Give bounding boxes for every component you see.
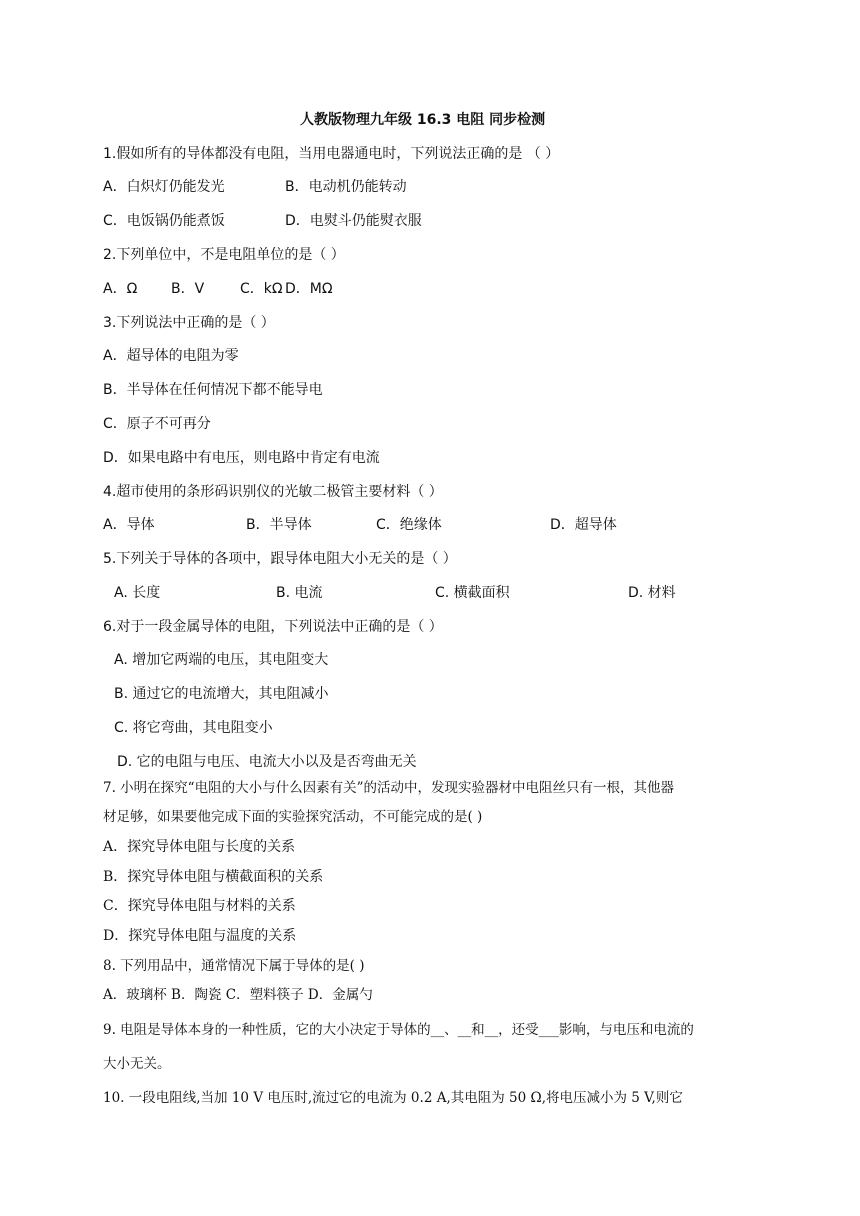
question-1-option-d: D．电熨斗仍能熨衣服 bbox=[285, 213, 422, 229]
question-4-option-a: A．导体 bbox=[103, 517, 155, 533]
question-5-stem: 5.下列关于导体的各项中，跟导体电阻大小无关的是（ ） bbox=[103, 551, 457, 567]
question-6-option-d: D. 它的电阻与电压、电流大小以及是否弯曲无关 bbox=[117, 754, 417, 770]
question-6-option-b: B. 通过它的电流增大，其电阻减小 bbox=[114, 686, 329, 702]
question-1-option-b: B．电动机仍能转动 bbox=[285, 179, 407, 195]
question-6-stem: 6.对于一段金属导体的电阻，下列说法中正确的是（ ） bbox=[103, 619, 443, 635]
question-4-option-b: B．半导体 bbox=[246, 517, 312, 533]
question-2-option-d: D．MΩ bbox=[285, 281, 333, 297]
question-7-option-b: B．探究导体电阻与横截面积的关系 bbox=[103, 869, 324, 885]
question-3-option-c: C．原子不可再分 bbox=[103, 416, 211, 432]
question-5-option-c: C. 横截面积 bbox=[435, 585, 510, 601]
question-3-option-a: A．超导体的电阻为零 bbox=[103, 348, 239, 364]
question-9-stem-line-2: 大小无关。 bbox=[103, 1056, 171, 1072]
question-10-stem-line-1: 10. 一段电阻线,当加 10 V 电压时,流过它的电流为 0.2 A,其电阻为 50 Ω,将电压减小为 5 V,则它 bbox=[103, 1090, 683, 1106]
question-5-option-b: B. 电流 bbox=[276, 585, 323, 601]
question-8-options: A．玻璃杯 B．陶瓷 C．塑料筷子 D．金属勺 bbox=[103, 987, 373, 1003]
question-5-option-d: D. 材料 bbox=[628, 585, 676, 601]
question-4-option-d: D．超导体 bbox=[550, 517, 617, 533]
question-8-stem: 8. 下列用品中，通常情况下属于导体的是( ) bbox=[103, 958, 365, 974]
question-3-option-b: B．半导体在任何情况下都不能导电 bbox=[103, 382, 323, 398]
question-4-option-c: C．绝缘体 bbox=[376, 517, 442, 533]
question-6-option-a: A. 增加它两端的电压，其电阻变大 bbox=[114, 652, 329, 668]
question-9-stem-line-1: 9. 电阻是导体本身的一种性质，它的大小决定于导体的__、__和__，还受___影响，与电压和电流的 bbox=[103, 1022, 694, 1038]
question-2-option-c: C．kΩ bbox=[240, 281, 283, 297]
question-7-option-d: D．探究导体电阻与温度的关系 bbox=[103, 928, 297, 944]
question-1-option-a: A．白炽灯仍能发光 bbox=[103, 179, 225, 195]
question-3-stem: 3.下列说法中正确的是（ ） bbox=[103, 315, 275, 331]
page-title: 人教版物理九年级 16.3 电阻 同步检测 bbox=[300, 112, 546, 128]
question-2-stem: 2.下列单位中，不是电阻单位的是（ ） bbox=[103, 247, 345, 263]
question-7-option-a: A．探究导体电阻与长度的关系 bbox=[103, 839, 296, 855]
question-2-option-b: B．V bbox=[171, 281, 205, 297]
question-5-option-a: A. 长度 bbox=[114, 585, 161, 601]
question-7-option-c: C．探究导体电阻与材料的关系 bbox=[103, 898, 296, 914]
question-6-option-c: C. 将它弯曲，其电阻变小 bbox=[114, 720, 273, 736]
question-4-stem: 4.超市使用的条形码识别仪的光敏二极管主要材料（ ） bbox=[103, 484, 443, 500]
question-3-option-d: D．如果电路中有电压，则电路中肯定有电流 bbox=[103, 450, 380, 466]
question-7-stem-line-2: 材足够，如果要他完成下面的实验探究活动，不可能完成的是( ) bbox=[103, 809, 483, 825]
question-1-option-c: C．电饭锅仍能煮饭 bbox=[103, 213, 225, 229]
question-2-option-a: A．Ω bbox=[103, 281, 138, 297]
question-7-stem-line-1: 7. 小明在探究“电阻的大小与什么因素有关”的活动中，发现实验器材中电阻丝只有一根，其他器 bbox=[103, 780, 674, 796]
question-1-stem: 1.假如所有的导体都没有电阻，当用电器通电时，下列说法正确的是 （ ） bbox=[103, 146, 560, 162]
